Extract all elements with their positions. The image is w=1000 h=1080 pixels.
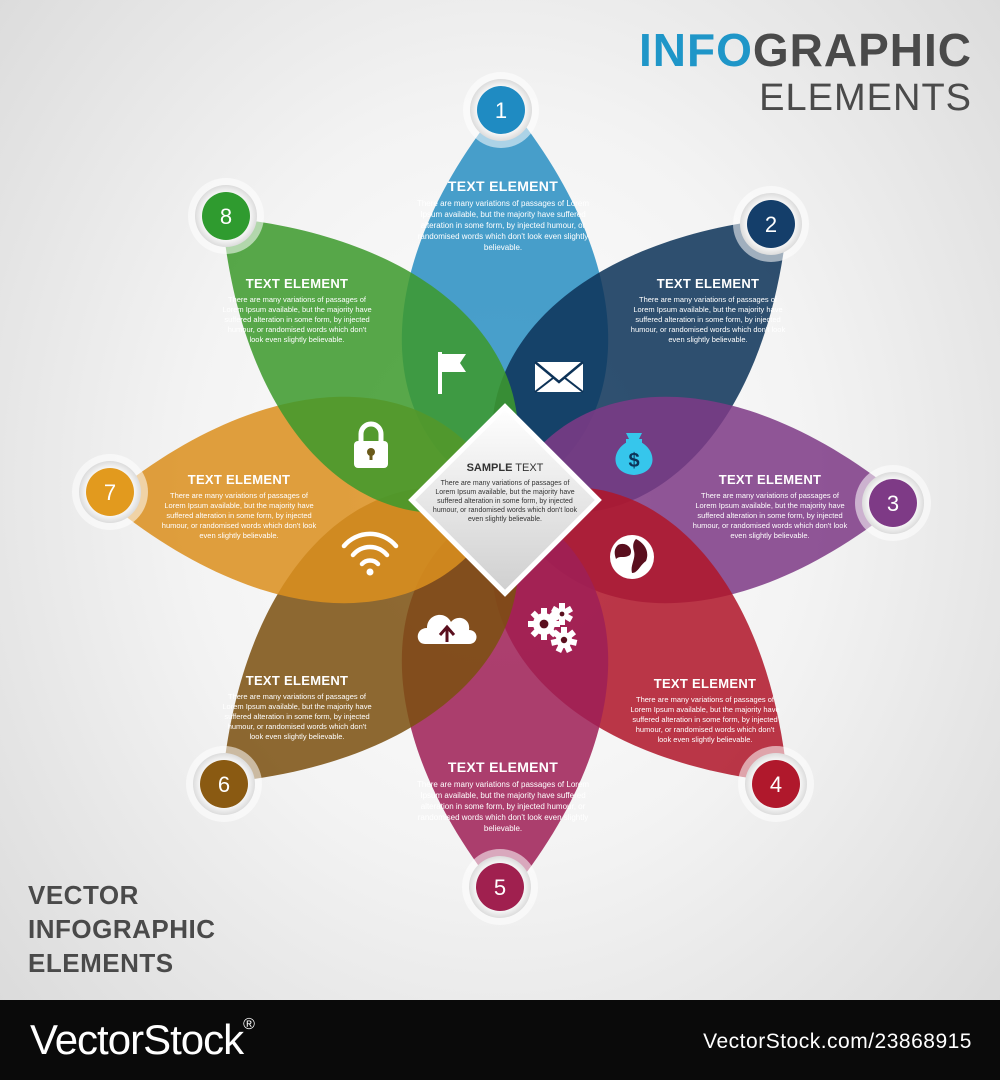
petal-7-text <box>160 472 318 541</box>
watermark-registered: ® <box>243 1016 254 1033</box>
badge-8-number: 8 <box>219 204 233 229</box>
globe-icon <box>610 535 654 579</box>
petal-2-title: TEXT ELEMENT <box>656 276 760 291</box>
badge-6-number: 6 <box>217 772 231 797</box>
watermark-brand-name: VectorStock <box>30 1016 244 1063</box>
badge-5 <box>462 849 538 925</box>
watermark-brand <box>30 1016 254 1064</box>
badge-3-number: 3 <box>886 491 900 516</box>
center-body: There are many variations of passages of Lorem Ipsum available, but the majority have suffered alteration in some form, by injected humour, or randomised words which don't look even slightly believable. <box>432 480 578 523</box>
svg-text:$: $ <box>628 450 640 472</box>
petal-1-text <box>415 178 591 253</box>
petal-3-body: There are many variations of passages of Lorem Ipsum available, but the majority have suffered alteration in some form, by injected humour, or randomised words which don't look even slightly believable. <box>692 491 848 540</box>
petal-6-title: TEXT ELEMENT <box>245 673 349 688</box>
petal-7-body: There are many variations of passages of Lorem Ipsum available, but the majority have suffered alteration in some form, by injected humour, or randomised words which don't look even slightly believable. <box>161 491 317 540</box>
badge-1 <box>463 72 539 148</box>
center-text-block <box>430 462 580 524</box>
badge-8 <box>188 178 264 254</box>
badge-7 <box>72 454 148 530</box>
header-subtitle: ELEMENTS <box>759 77 972 119</box>
petal-8-text <box>222 276 372 345</box>
petal-5-body: There are many variations of passages of Lorem Ipsum available, but the majority have suffered alteration in some form, by injected humour, or randomised words which don't look even slightly believable. <box>416 780 590 833</box>
petal-6-body: There are many variations of passages of Lorem Ipsum available, but the majority have suffered alteration in some form, by injected humour, or randomised words which don't look even slightly believable. <box>222 692 372 741</box>
badge-4 <box>738 746 814 822</box>
badge-7-number: 7 <box>103 480 117 505</box>
petal-4-text <box>630 676 780 745</box>
center-title-rest: TEXT <box>512 462 544 474</box>
petal-8-body: There are many variations of passages of Lorem Ipsum available, but the majority have suffered alteration in some form, by injected humour, or randomised words which don't look even slightly believable. <box>222 295 372 344</box>
header-title-rest: GRAPHIC <box>752 24 972 76</box>
petal-3-title: TEXT ELEMENT <box>718 472 822 487</box>
footer-caption-line-2: INFOGRAPHIC <box>28 914 216 944</box>
header-title <box>639 24 972 76</box>
header-title-accent: INFO <box>638 24 753 76</box>
badge-2 <box>733 186 809 262</box>
petal-1-title: TEXT ELEMENT <box>447 178 559 194</box>
petal-5-text <box>415 759 591 834</box>
badge-4-number: 4 <box>769 772 783 797</box>
petal-3-text <box>690 472 850 541</box>
badge-1-number: 1 <box>494 98 508 123</box>
footer-caption-line-1: VECTOR <box>28 880 139 910</box>
watermark-bar <box>0 1000 1000 1080</box>
petal-6-text <box>222 673 372 742</box>
center-title-bold: SAMPLE <box>466 462 513 474</box>
petal-8-title: TEXT ELEMENT <box>245 276 349 291</box>
petal-2-body: There are many variations of passages of Lorem Ipsum available, but the majority have suffered alteration in some form, by injected humour, or randomised words which don't look even slightly believable. <box>630 295 786 344</box>
footer-caption-line-3: ELEMENTS <box>28 948 174 978</box>
envelope-icon <box>535 362 583 392</box>
badge-5-number: 5 <box>493 875 507 900</box>
petal-1-body: There are many variations of passages of Lorem Ipsum available, but the majority have suffered alteration in some form, by injected humour, or randomised words which don't look even slightly believable. <box>416 199 590 252</box>
footer-caption <box>28 878 216 980</box>
petal-2-text <box>628 276 788 345</box>
watermark-id: VectorStock.com/23868915 <box>703 1030 972 1053</box>
petal-5-title: TEXT ELEMENT <box>447 759 559 775</box>
badge-3 <box>855 465 931 541</box>
petal-4-body: There are many variations of passages of Lorem Ipsum available, but the majority have suffered alteration in some form, by injected humour, or randomised words which don't look even slightly believable. <box>630 695 780 744</box>
badge-2-number: 2 <box>764 212 778 237</box>
petal-7-title: TEXT ELEMENT <box>187 472 291 487</box>
badge-6 <box>186 746 262 822</box>
petal-4-title: TEXT ELEMENT <box>653 676 757 691</box>
